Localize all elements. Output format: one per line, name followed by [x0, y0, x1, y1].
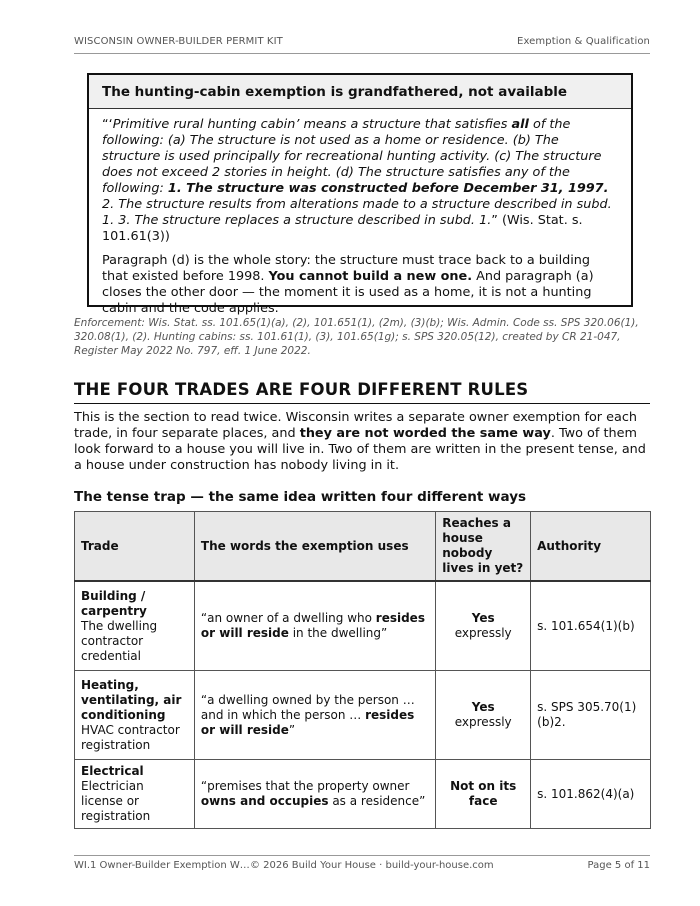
callout-body	[89, 109, 631, 317]
table-row	[75, 581, 651, 671]
trades-table	[74, 511, 651, 829]
footer-doc-name: WI.1 Owner-Builder Exemption W…	[74, 860, 250, 871]
authority-cell: s. 101.654(1)(b)	[531, 581, 651, 671]
words-bold: owns and occupies	[200, 794, 329, 808]
quote-bold-all: all	[511, 117, 529, 132]
intro-text-1: This is the section to read twice. Wisconsin writes a separate owner exemption for each trade, in four separate places, and	[74, 410, 637, 441]
table-header-row	[75, 512, 651, 582]
quote-text-3: 2. The structure results from alterations made to a structure described in subd. 1. 3. The structure replaces a structure described in subd. 1.	[102, 197, 612, 228]
section-intro	[74, 410, 652, 474]
intro-text-2: . Two of them look forward to a house you will live in. Two of them are written in the present tense, and a house under construction has nobody living in it.	[74, 426, 646, 473]
section-heading: THE FOUR TRADES ARE FOUR DIFFERENT RULES	[74, 380, 650, 404]
reach-answer: Not on its face	[450, 779, 517, 808]
trade-cell	[75, 760, 195, 829]
intro-bold: they are not worded the same way	[299, 426, 551, 441]
trade-cell	[75, 581, 195, 671]
words-text-c: as a residence”	[328, 794, 426, 808]
footer-copyright: © 2026 Build Your House · build-your-house.com	[250, 860, 494, 871]
reach-answer: Yes	[471, 611, 495, 625]
words-bold: resides or will reside	[200, 611, 425, 640]
quote-text-2: of the following: (a) The structure is not used as a home or residence. (b) The structure is used principally for recreational hunting activity. (c) The structure does not exceed 2 stories in height. (d) The structure satisfies any of the following:	[102, 117, 602, 196]
words-text-c: ”	[288, 722, 296, 737]
quote-text-1: Primitive rural hunting cabin’ means a structure that satisfies	[112, 117, 512, 132]
header-section-name: Exemption & Qualification	[517, 36, 650, 47]
words-text-a: “an owner of a dwelling who	[200, 611, 376, 625]
reach-cell	[436, 581, 531, 671]
statute-quote	[102, 117, 618, 245]
explanation-bold: You cannot build a new one.	[268, 269, 473, 284]
callout-explanation	[102, 253, 618, 317]
reach-qualifier: expressly	[454, 626, 512, 640]
reach-cell	[436, 671, 531, 760]
trade-credential: HVAC contractor registration	[81, 722, 180, 752]
quote-open: “‘	[102, 117, 113, 132]
col-header-trade: Trade	[75, 512, 195, 582]
callout-title: The hunting-cabin exemption is grandfathered, not available	[89, 75, 631, 109]
col-header-words: The words the exemption uses	[194, 512, 435, 582]
words-text-a: “a dwelling owned by the person … and in which the person …	[200, 692, 415, 722]
enforcement-note: Enforcement: Wis. Stat. ss. 101.65(1)(a), (2), 101.651(1), (2m), (3)(b); Wis. Admin. Code ss. SPS 320.06(1), 320.08(1), (2). Hunting cabins: ss. 101.61(1), (3), 101.65(1g); s. SPS 320.05(12), created by CR 21-047, Register May 2022 No. 797, eff. 1 June 2022.	[74, 317, 639, 357]
header-doc-title: WISCONSIN OWNER-BUILDER PERMIT KIT	[74, 36, 283, 47]
reach-cell	[436, 760, 531, 829]
words-cell	[194, 760, 435, 829]
trade-credential: Electrician license or registration	[81, 779, 151, 823]
col-header-authority: Authority	[531, 512, 651, 582]
words-bold: resides or will reside	[200, 707, 415, 737]
explanation-text-2: And paragraph (a) closes the other door — the moment it is used as a home, it is not a hunting cabin and the code applies.	[102, 269, 594, 316]
authority-cell: s. 101.862(4)(a)	[531, 760, 651, 829]
quote-citation: ” (Wis. Stat. s. 101.61(3))	[102, 213, 583, 244]
explanation-text-1: Paragraph (d) is the whole story: the structure must trace back to a building that existed before 1998.	[102, 253, 591, 284]
trade-name: Electrical	[81, 764, 144, 778]
table-title: The tense trap — the same idea written four different ways	[74, 489, 527, 505]
trade-cell	[75, 671, 195, 760]
page-footer	[74, 855, 650, 871]
words-text-c: in the dwelling”	[288, 626, 388, 640]
words-text-a: “premises that the property owner	[200, 779, 410, 793]
words-cell	[194, 581, 435, 671]
quote-bold-date: 1. The structure was constructed before December 31, 1997.	[167, 181, 609, 196]
trade-credential: The dwelling contractor credential	[81, 618, 158, 663]
col-header-reach: Reaches a house nobody lives in yet?	[436, 512, 531, 582]
reach-qualifier: expressly	[454, 715, 512, 729]
reach-answer: Yes	[471, 700, 495, 714]
table-row	[75, 760, 651, 829]
hunting-cabin-callout	[87, 73, 633, 316]
trade-name: Building / carpentry	[81, 588, 147, 618]
footer-page-number: Page 5 of 11	[587, 860, 650, 871]
authority-cell: s. SPS 305.70(1)(b)2.	[531, 671, 651, 760]
trade-name: Heating, ventilating, air conditioning	[81, 677, 182, 722]
words-cell	[194, 671, 435, 760]
table-row	[75, 671, 651, 760]
page-header	[74, 36, 650, 54]
